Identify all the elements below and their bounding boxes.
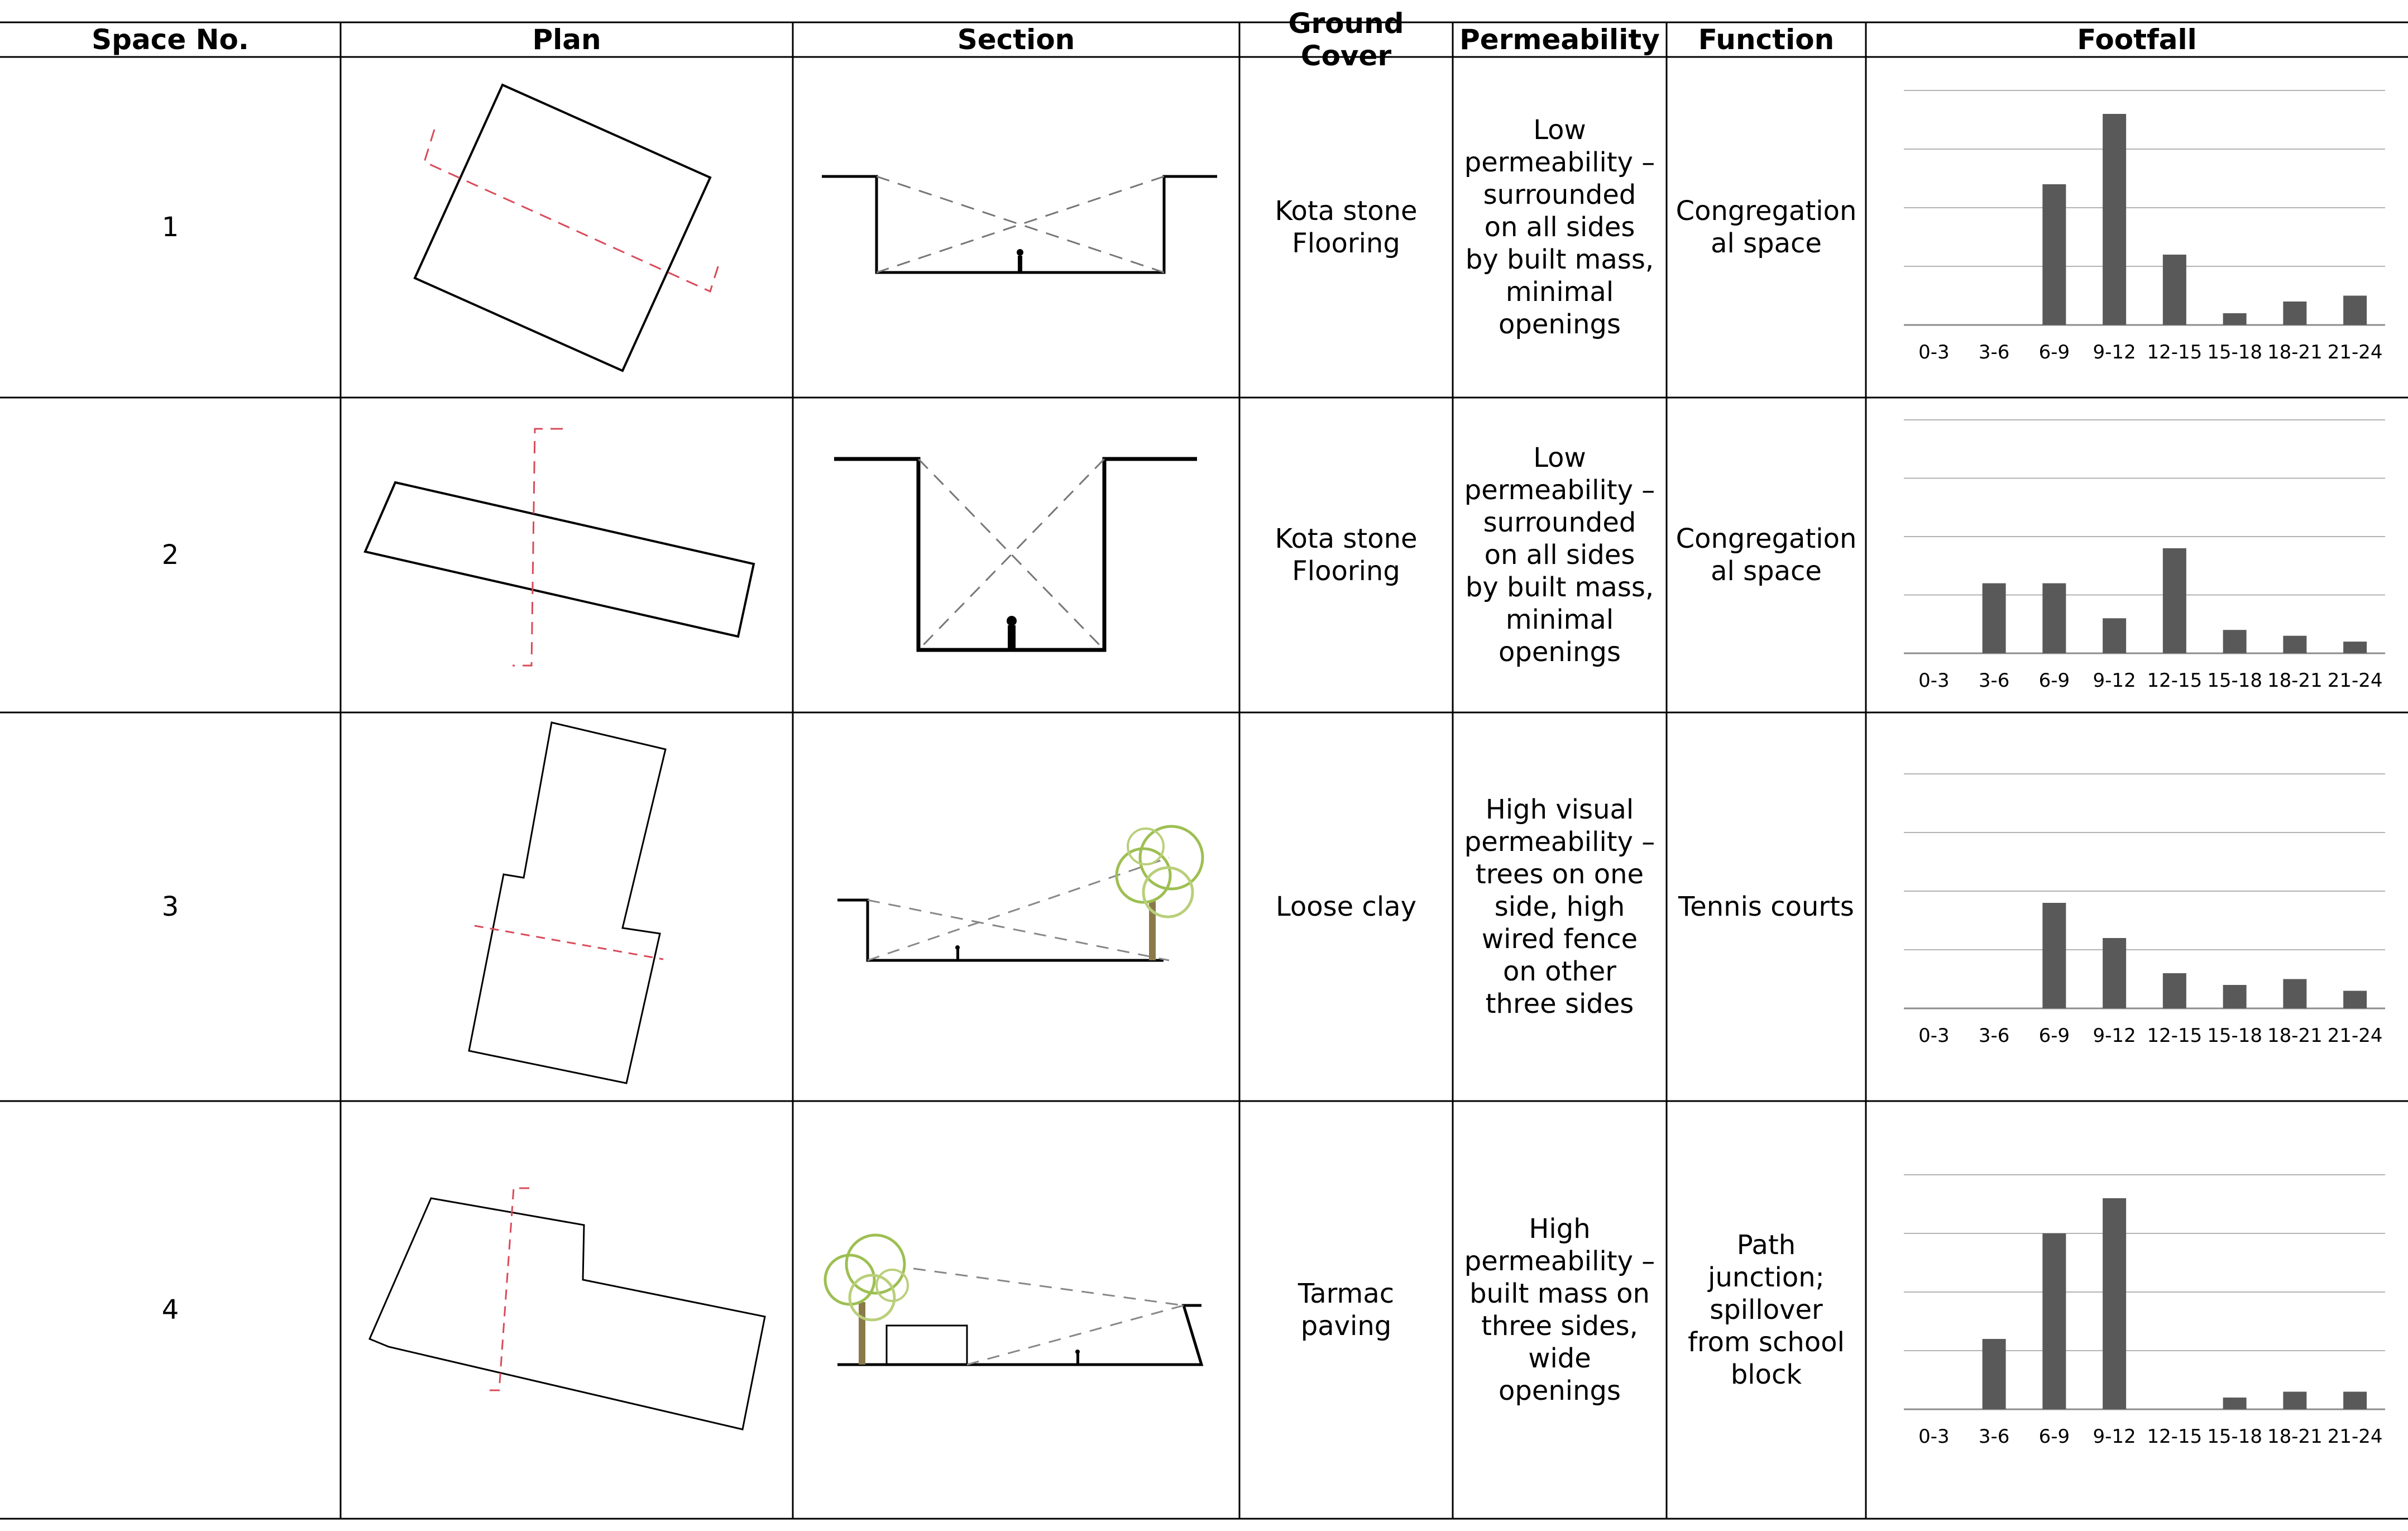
chart-tick-label: 15-18 (2207, 669, 2263, 692)
header-space-no: Space No. (92, 23, 249, 56)
chart-tick-label: 9-12 (2093, 1025, 2136, 1047)
chart-tick-label: 12-15 (2147, 1425, 2203, 1448)
header-ground-cover: Ground Cover (1288, 7, 1404, 72)
space-number: 4 (161, 1294, 179, 1326)
chart-tick-label: 21-24 (2327, 669, 2383, 692)
ground-cover-cell: Kota stone Flooring (1275, 523, 1418, 587)
chart-tick-label: 12-15 (2147, 669, 2203, 692)
chart-tick-label: 0-3 (1918, 1425, 1950, 1448)
chart-tick-label: 18-21 (2267, 1425, 2323, 1448)
chart-bar (2103, 1198, 2126, 1409)
chart-tick-label: 9-12 (2093, 341, 2136, 363)
header-permeability: Permeability (1459, 23, 1660, 56)
chart-bar (2042, 903, 2066, 1008)
ground-cover-cell: Tarmac paving (1298, 1278, 1395, 1342)
section-drawing (793, 398, 1239, 712)
chart-tick-label: 0-3 (1918, 669, 1950, 692)
ground-cover-cell: Kota stone Flooring (1275, 195, 1418, 259)
chart-bar (2343, 1392, 2367, 1410)
chart-tick-label: 15-18 (2207, 1425, 2263, 1448)
chart-bar (2283, 1392, 2306, 1410)
space-number: 3 (161, 891, 179, 922)
footfall-chart (1866, 1101, 2408, 1519)
chart-tick-label: 18-21 (2267, 669, 2323, 692)
chart-tick-label: 15-18 (2207, 341, 2263, 363)
section-drawing (793, 712, 1239, 1101)
chart-tick-label: 12-15 (2147, 341, 2203, 363)
footfall-chart (1866, 398, 2408, 712)
chart-tick-label: 9-12 (2093, 669, 2136, 692)
permeability-cell: High visual permeability – trees on one side, high wired fence on other three sides (1464, 794, 1655, 1020)
chart-tick-label: 18-21 (2267, 1025, 2323, 1047)
chart-tick-label: 6-9 (2038, 341, 2070, 363)
header-footfall: Footfall (2077, 23, 2197, 56)
chart-bar (2103, 938, 2126, 1008)
chart-bar (2223, 630, 2247, 653)
plan-drawing (341, 57, 793, 398)
chart-bar (2042, 184, 2066, 325)
section-drawing (793, 57, 1239, 398)
header-section: Section (957, 23, 1075, 56)
function-cell: Path junction; spillover from school block (1688, 1229, 1845, 1390)
chart-bar (2343, 642, 2367, 653)
chart-bar (2103, 618, 2126, 653)
chart-bar (2163, 973, 2186, 1008)
chart-bar (1983, 583, 2006, 653)
function-cell: Tennis courts (1678, 891, 1854, 922)
chart-tick-label: 0-3 (1918, 1025, 1950, 1047)
chart-bar (2283, 302, 2306, 325)
space-number: 2 (161, 539, 179, 571)
function-cell: Congregation al space (1675, 523, 1857, 587)
plan-drawing (341, 398, 793, 712)
header-plan: Plan (532, 23, 601, 56)
chart-bar (1983, 1339, 2006, 1409)
permeability-cell: High permeability – built mass on three sides, wide openings (1464, 1213, 1655, 1406)
plan-drawing (341, 712, 793, 1101)
chart-tick-label: 21-24 (2327, 341, 2383, 363)
space-number: 1 (161, 212, 179, 243)
chart-bar (2223, 1398, 2247, 1409)
footfall-chart (1866, 57, 2408, 398)
chart-tick-label: 18-21 (2267, 341, 2323, 363)
permeability-cell: Low permeability – surrounded on all sides by built mass, minimal openings (1464, 114, 1655, 340)
chart-tick-label: 21-24 (2327, 1425, 2383, 1448)
chart-tick-label: 6-9 (2038, 1025, 2070, 1047)
tree-icon (825, 1235, 908, 1365)
function-cell: Congregation al space (1675, 195, 1857, 259)
chart-bar (2163, 548, 2186, 653)
chart-bar (2283, 979, 2306, 1009)
chart-tick-label: 3-6 (1978, 341, 2010, 363)
chart-tick-label: 21-24 (2327, 1025, 2383, 1047)
chart-bar (2283, 636, 2306, 653)
ground-cover-cell: Loose clay (1276, 891, 1416, 922)
chart-bar (2343, 991, 2367, 1009)
plan-drawing (341, 1101, 793, 1519)
chart-tick-label: 6-9 (2038, 1425, 2070, 1448)
tree-icon (1117, 826, 1203, 960)
chart-bar (2223, 313, 2247, 325)
chart-tick-label: 15-18 (2207, 1025, 2263, 1047)
chart-tick-label: 9-12 (2093, 1425, 2136, 1448)
chart-bar (2223, 985, 2247, 1008)
chart-bar (2343, 296, 2367, 326)
chart-tick-label: 0-3 (1918, 341, 1950, 363)
permeability-cell: Low permeability – surrounded on all sides by built mass, minimal openings (1464, 442, 1655, 668)
chart-bar (2042, 583, 2066, 653)
chart-tick-label: 12-15 (2147, 1025, 2203, 1047)
chart-tick-label: 3-6 (1978, 669, 2010, 692)
chart-bar (2042, 1233, 2066, 1409)
section-drawing (793, 1101, 1239, 1519)
chart-bar (2163, 255, 2186, 325)
footfall-chart (1866, 712, 2408, 1101)
chart-tick-label: 6-9 (2038, 669, 2070, 692)
chart-bar (2103, 114, 2126, 325)
chart-tick-label: 3-6 (1978, 1425, 2010, 1448)
chart-tick-label: 3-6 (1978, 1025, 2010, 1047)
header-function: Function (1698, 23, 1835, 56)
